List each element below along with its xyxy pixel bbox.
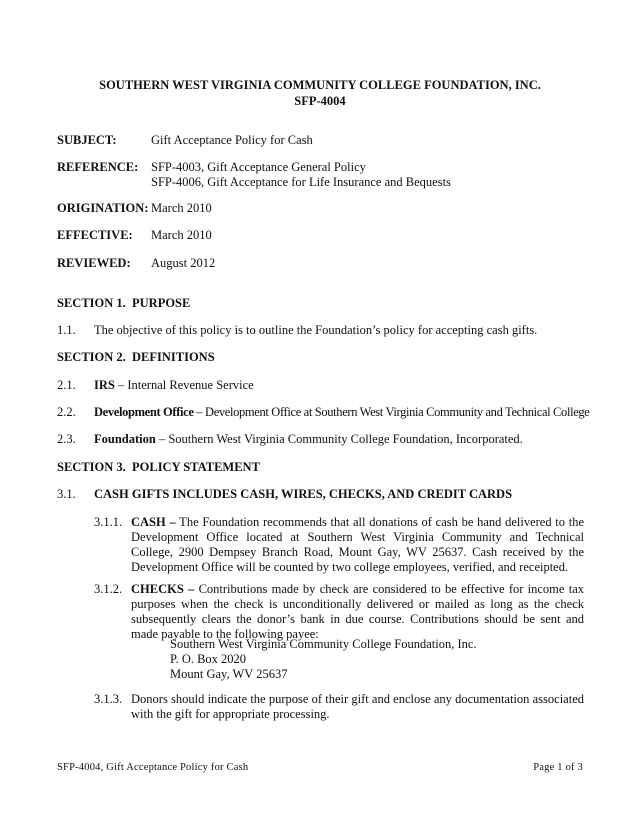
subject-value: Gift Acceptance Policy for Cash	[151, 133, 313, 147]
section-2-number: SECTION 2.	[57, 350, 126, 364]
definition-separator: –	[193, 405, 206, 419]
subitem-term: CHECKS –	[131, 582, 195, 596]
footer-document-title: SFP-4004, Gift Acceptance Policy for Cash	[57, 762, 249, 773]
item-title: CASH GIFTS INCLUDES CASH, WIRES, CHECKS, AND CREDIT CARDS	[94, 487, 513, 501]
item-number: 2.3.	[57, 432, 76, 446]
org-title: SOUTHERN WEST VIRGINIA COMMUNITY COLLEGE FOUNDATION, INC.	[99, 78, 541, 92]
origination-value: March 2010	[151, 201, 212, 215]
policy-code: SFP-4004	[294, 94, 346, 108]
definition-separator: –	[114, 378, 128, 392]
reference-label: REFERENCE:	[57, 160, 139, 174]
effective-label: EFFECTIVE:	[57, 228, 133, 242]
section-1-title: PURPOSE	[132, 296, 191, 310]
payee-name: Southern West Virginia Community College Foundation, Inc.	[170, 637, 477, 651]
subject-label: SUBJECT:	[57, 133, 117, 147]
definition-separator: –	[155, 432, 169, 446]
reviewed-value: August 2012	[151, 256, 216, 270]
reference-value-1: SFP-4003, Gift Acceptance General Policy	[151, 160, 366, 174]
item-number: 2.2.	[57, 405, 76, 419]
definition-text: Internal Revenue Service	[127, 378, 254, 392]
section-1-number: SECTION 1.	[57, 296, 126, 310]
effective-value: March 2010	[151, 228, 212, 242]
footer-page-number: Page 1 of 3	[533, 762, 583, 773]
item-number: 2.1.	[57, 378, 76, 392]
subitem-number: 3.1.3.	[94, 692, 123, 706]
subitem-number: 3.1.1.	[94, 515, 123, 529]
item-text: The objective of this policy is to outline the Foundation’s policy for accepting cash gifts.	[94, 323, 538, 337]
definition-text: Southern West Virginia Community College Foundation, Incorporated.	[168, 432, 523, 446]
payee-po-box: P. O. Box 2020	[170, 652, 247, 666]
reference-value-2: SFP-4006, Gift Acceptance for Life Insurance and Bequests	[151, 175, 451, 189]
definition-term: Foundation	[94, 432, 156, 446]
definition-term: Development Office	[94, 405, 194, 419]
subitem-number: 3.1.2.	[94, 582, 123, 596]
item-number: 1.1.	[57, 323, 76, 337]
section-2-heading	[57, 350, 215, 365]
reviewed-label: REVIEWED:	[57, 256, 131, 270]
definition-text: Development Office at Southern West Virginia Community and Technical College	[205, 405, 590, 419]
subitem-text: Contributions made by check are considered to be effective for income tax purposes when the check is unconditionally delivered or mailed as long as the check subsequently clears the donor’s bank in due course. Contributions should be sent and made payable to the following payee:	[131, 582, 584, 641]
section-3-number: SECTION 3.	[57, 460, 126, 474]
origination-label: ORIGINATION:	[57, 201, 149, 215]
document-header	[0, 77, 640, 109]
section-3-title: POLICY STATEMENT	[132, 460, 260, 474]
subitem-text: Donors should indicate the purpose of their gift and enclose any documentation associated with the gift for appropriate processing.	[131, 692, 584, 721]
subitem-term: CASH –	[131, 515, 176, 529]
definition-term: IRS	[94, 378, 115, 392]
subitem-text: The Foundation recommends that all donations of cash be hand delivered to the Development Office located at Southern West Virginia Community and Technical College, 2900 Dempsey Branch Road, Mount Gay, WV 25637. Cash received by the Development Office will be counted by two college employees, verified, and receipted.	[131, 515, 584, 574]
section-3-heading	[57, 460, 260, 475]
section-2-title: DEFINITIONS	[132, 350, 215, 364]
item-number: 3.1.	[57, 487, 76, 501]
section-1-heading	[57, 296, 190, 311]
payee-city: Mount Gay, WV 25637	[170, 667, 288, 681]
